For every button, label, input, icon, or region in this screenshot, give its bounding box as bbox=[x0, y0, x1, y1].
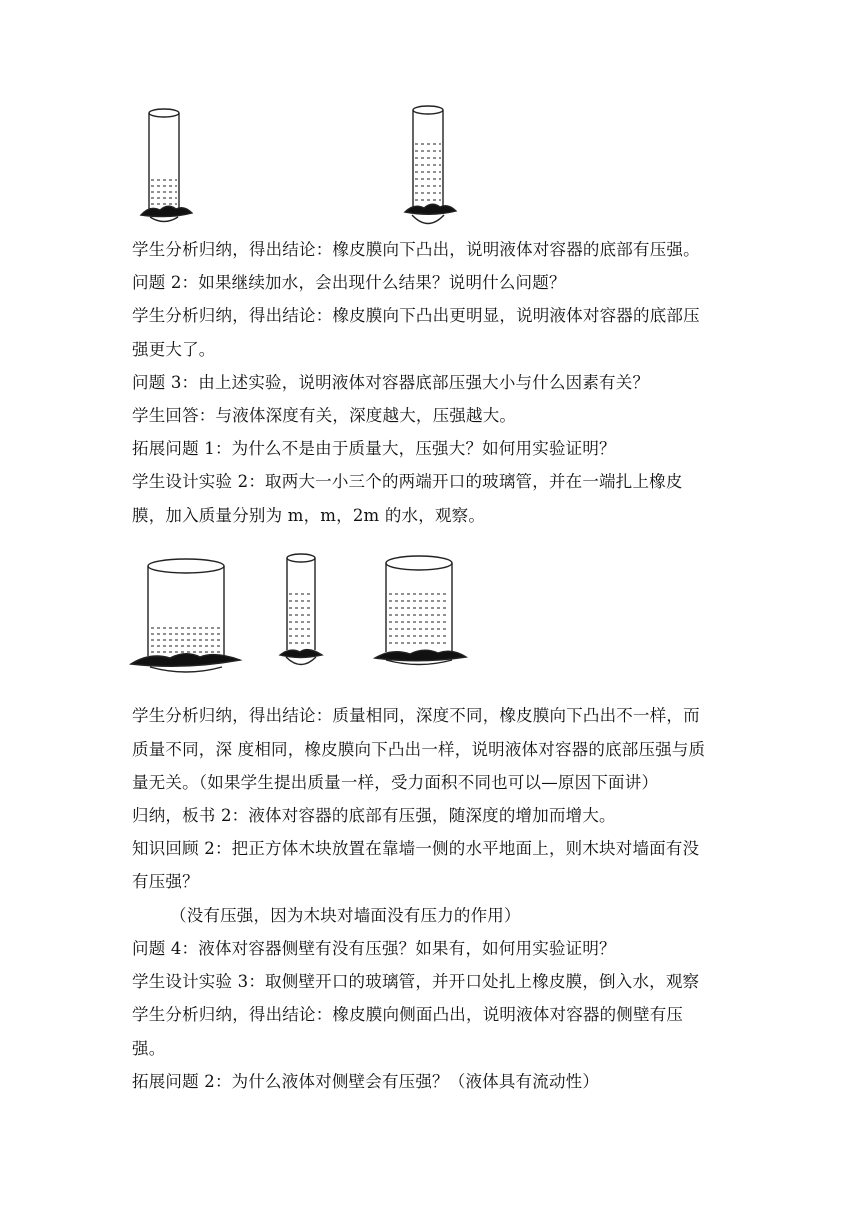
text-line: 质量不同，深 度相同，橡皮膜向下凸出一样，说明液体对容器的底部压强与质 bbox=[132, 740, 706, 759]
tube-high-water-figure bbox=[405, 106, 456, 224]
text-line: 学生分析归纳，得出结论：橡皮膜向下凸出更明显，说明液体对容器的底部压 bbox=[132, 306, 700, 325]
text-line: 归纳，板书 2：液体对容器的底部有压强，随深度的增加而增大。 bbox=[132, 806, 616, 825]
text-line-indented: （没有压强，因为木块对墙面没有压力的作用） bbox=[170, 906, 521, 925]
text-line: 强。 bbox=[132, 1039, 166, 1058]
text-line: 有压强？ bbox=[132, 872, 199, 891]
text-line: 拓展问题 2：为什么液体对侧壁会有压强？（液体具有流动性） bbox=[132, 1072, 600, 1091]
text-line: 量无关。（如果学生提出质量一样，受力面积不同也可以—原因下面讲） bbox=[132, 773, 659, 792]
text-line: 学生分析归纳，得出结论：橡皮膜向侧面凸出，说明液体对容器的侧壁有压 bbox=[132, 1005, 684, 1024]
wide-cylinder-high-water-figure bbox=[375, 556, 466, 665]
tube-low-water-figure bbox=[141, 109, 192, 222]
text-line: 强更大了。 bbox=[132, 340, 216, 359]
text-line: 学生分析归纳，得出结论：质量相同，深度不同，橡皮膜向下凸出不一样，而 bbox=[132, 706, 700, 725]
text-line: 知识回顾 2：把正方体木块放置在靠墙一侧的水平地面上，则木块对墙面有没 bbox=[132, 839, 700, 858]
text-line: 学生设计实验 2：取两大一小三个的两端开口的玻璃管，并在一端扎上橡皮 bbox=[132, 472, 683, 491]
text-line: 问题 2：如果继续加水，会出现什么结果？说明什么问题？ bbox=[132, 273, 566, 292]
text-line: 拓展问题 1：为什么不是由于质量大，压强大？如何用实验证明？ bbox=[132, 439, 616, 458]
text-line: 学生设计实验 3：取侧壁开口的玻璃管，并开口处扎上橡皮膜，倒入水，观察 bbox=[132, 972, 700, 991]
wide-cylinder-figure bbox=[131, 559, 240, 672]
text-line: 问题 3：由上述实验，说明液体对容器底部压强大小与什么因素有关？ bbox=[132, 373, 650, 392]
text-line: 问题 4：液体对容器侧壁有没有压强？如果有，如何用实验证明？ bbox=[132, 939, 616, 958]
text-line: 膜，加入质量分别为 m，m，2m 的水，观察。 bbox=[132, 506, 486, 525]
text-line: 学生分析归纳，得出结论：橡皮膜向下凸出，说明液体对容器的底部有压强。 bbox=[132, 240, 700, 259]
text-line: 学生回答：与液体深度有关，深度越大，压强越大。 bbox=[132, 406, 517, 425]
narrow-tube-figure bbox=[280, 554, 322, 665]
